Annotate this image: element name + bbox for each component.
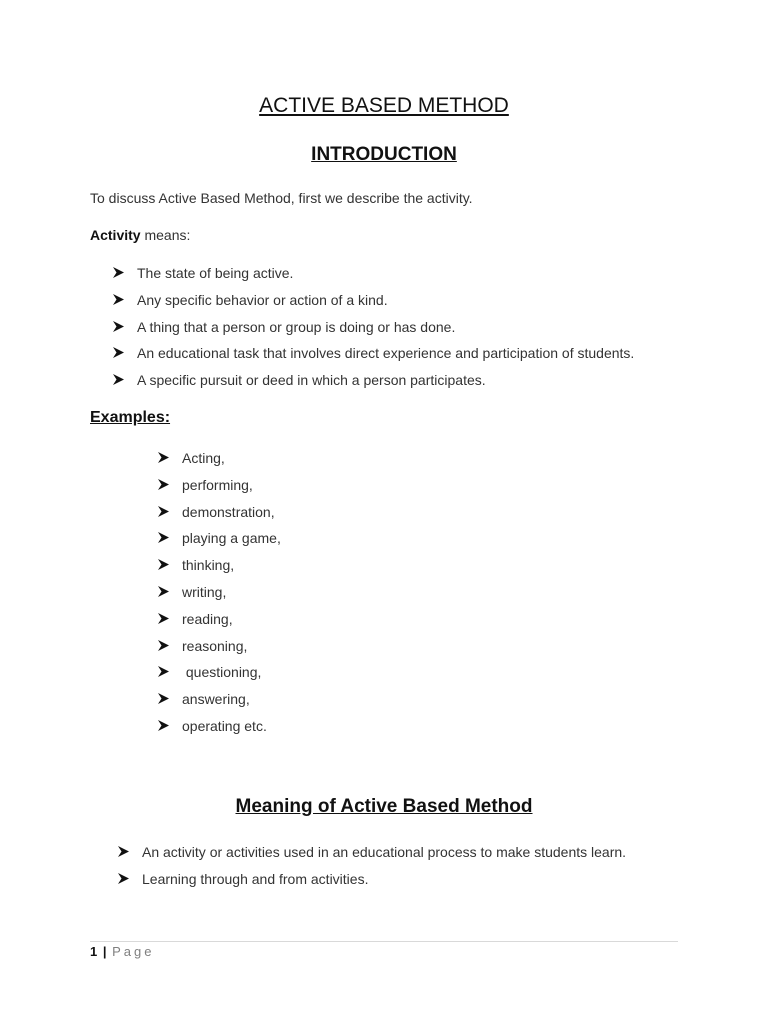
- example-item-text: Acting,: [182, 450, 225, 466]
- arrowhead-bullet-icon: [158, 506, 169, 517]
- arrowhead-bullet-icon: [113, 374, 124, 385]
- example-item-text: demonstration,: [182, 503, 275, 520]
- example-item: [158, 637, 281, 664]
- activity-definition-item: [113, 344, 634, 371]
- activity-definition-item-text: An educational task that involves direct experience and participation of students.: [137, 345, 635, 362]
- meaning-heading: Meaning of Active Based Method: [235, 796, 533, 817]
- introduction-heading: INTRODUCTION: [311, 144, 457, 165]
- arrowhead-bullet-icon: [113, 321, 124, 332]
- arrowhead-bullet-icon: [118, 873, 129, 884]
- example-item-text: questioning,: [182, 664, 262, 681]
- example-item: [158, 529, 281, 556]
- arrowhead-bullet-icon: [158, 532, 169, 543]
- activity-term: Activity: [90, 227, 141, 243]
- page-number: 1: [90, 944, 98, 959]
- arrowhead-bullet-icon: [158, 613, 169, 624]
- examples-list: [158, 449, 281, 744]
- activity-definition-item-text: Any specific behavior or action of a kind.: [137, 291, 388, 308]
- arrowhead-bullet-icon: [118, 846, 129, 857]
- arrowhead-bullet-icon: [158, 559, 169, 570]
- activity-definition-item-text: A specific pursuit or deed in which a person participates.: [137, 372, 486, 389]
- example-item: [158, 449, 281, 476]
- activity-definition-list: [113, 264, 634, 398]
- activity-definition-item-text: The state of being active.: [137, 265, 294, 281]
- activity-means-text: means:: [140, 227, 191, 243]
- arrowhead-bullet-icon: [158, 452, 169, 463]
- activity-definition-item: [113, 264, 634, 291]
- arrowhead-bullet-icon: [158, 640, 169, 651]
- arrowhead-bullet-icon: [158, 720, 169, 731]
- example-item: [158, 503, 281, 530]
- example-item-text: reasoning,: [182, 637, 248, 654]
- meaning-item: [118, 843, 626, 870]
- activity-definition-line: [90, 227, 190, 243]
- arrowhead-bullet-icon: [158, 693, 169, 704]
- example-item: [158, 663, 281, 690]
- example-item: [158, 556, 281, 583]
- example-item: [158, 476, 281, 503]
- arrowhead-bullet-icon: [158, 666, 169, 677]
- arrowhead-bullet-icon: [113, 347, 124, 358]
- activity-definition-item-text: A thing that a person or group is doing or has done.: [137, 318, 456, 335]
- document-title: ACTIVE BASED METHOD: [259, 94, 509, 117]
- example-item-text: playing a game,: [182, 530, 281, 547]
- footer-separator: |: [102, 944, 107, 959]
- examples-heading: Examples:: [90, 409, 171, 426]
- example-item-text: performing,: [182, 476, 253, 493]
- example-item-text: writing,: [182, 583, 227, 600]
- example-item-text: reading,: [182, 610, 233, 627]
- example-item: [158, 717, 281, 744]
- activity-definition-item: [113, 318, 634, 345]
- example-item-text: operating etc.: [182, 717, 267, 734]
- activity-definition-item: [113, 291, 634, 318]
- page-label: Page: [112, 944, 155, 959]
- arrowhead-bullet-icon: [158, 479, 169, 490]
- example-item-text: thinking,: [182, 557, 235, 574]
- page-footer: [90, 944, 155, 959]
- meaning-item-text: An activity or activities used in an educational process to make students learn.: [142, 844, 627, 860]
- arrowhead-bullet-icon: [113, 267, 124, 278]
- meaning-item-text: Learning through and from activities.: [142, 870, 369, 887]
- example-item-text: answering,: [182, 691, 250, 708]
- meaning-item: [118, 870, 626, 897]
- activity-definition-item: [113, 371, 634, 398]
- intro-paragraph: To discuss Active Based Method, first we describe the activity.: [90, 190, 473, 206]
- arrowhead-bullet-icon: [158, 586, 169, 597]
- example-item: [158, 610, 281, 637]
- arrowhead-bullet-icon: [113, 294, 124, 305]
- meaning-list: [118, 843, 626, 897]
- example-item: [158, 583, 281, 610]
- footer-divider: [90, 941, 678, 942]
- example-item: [158, 690, 281, 717]
